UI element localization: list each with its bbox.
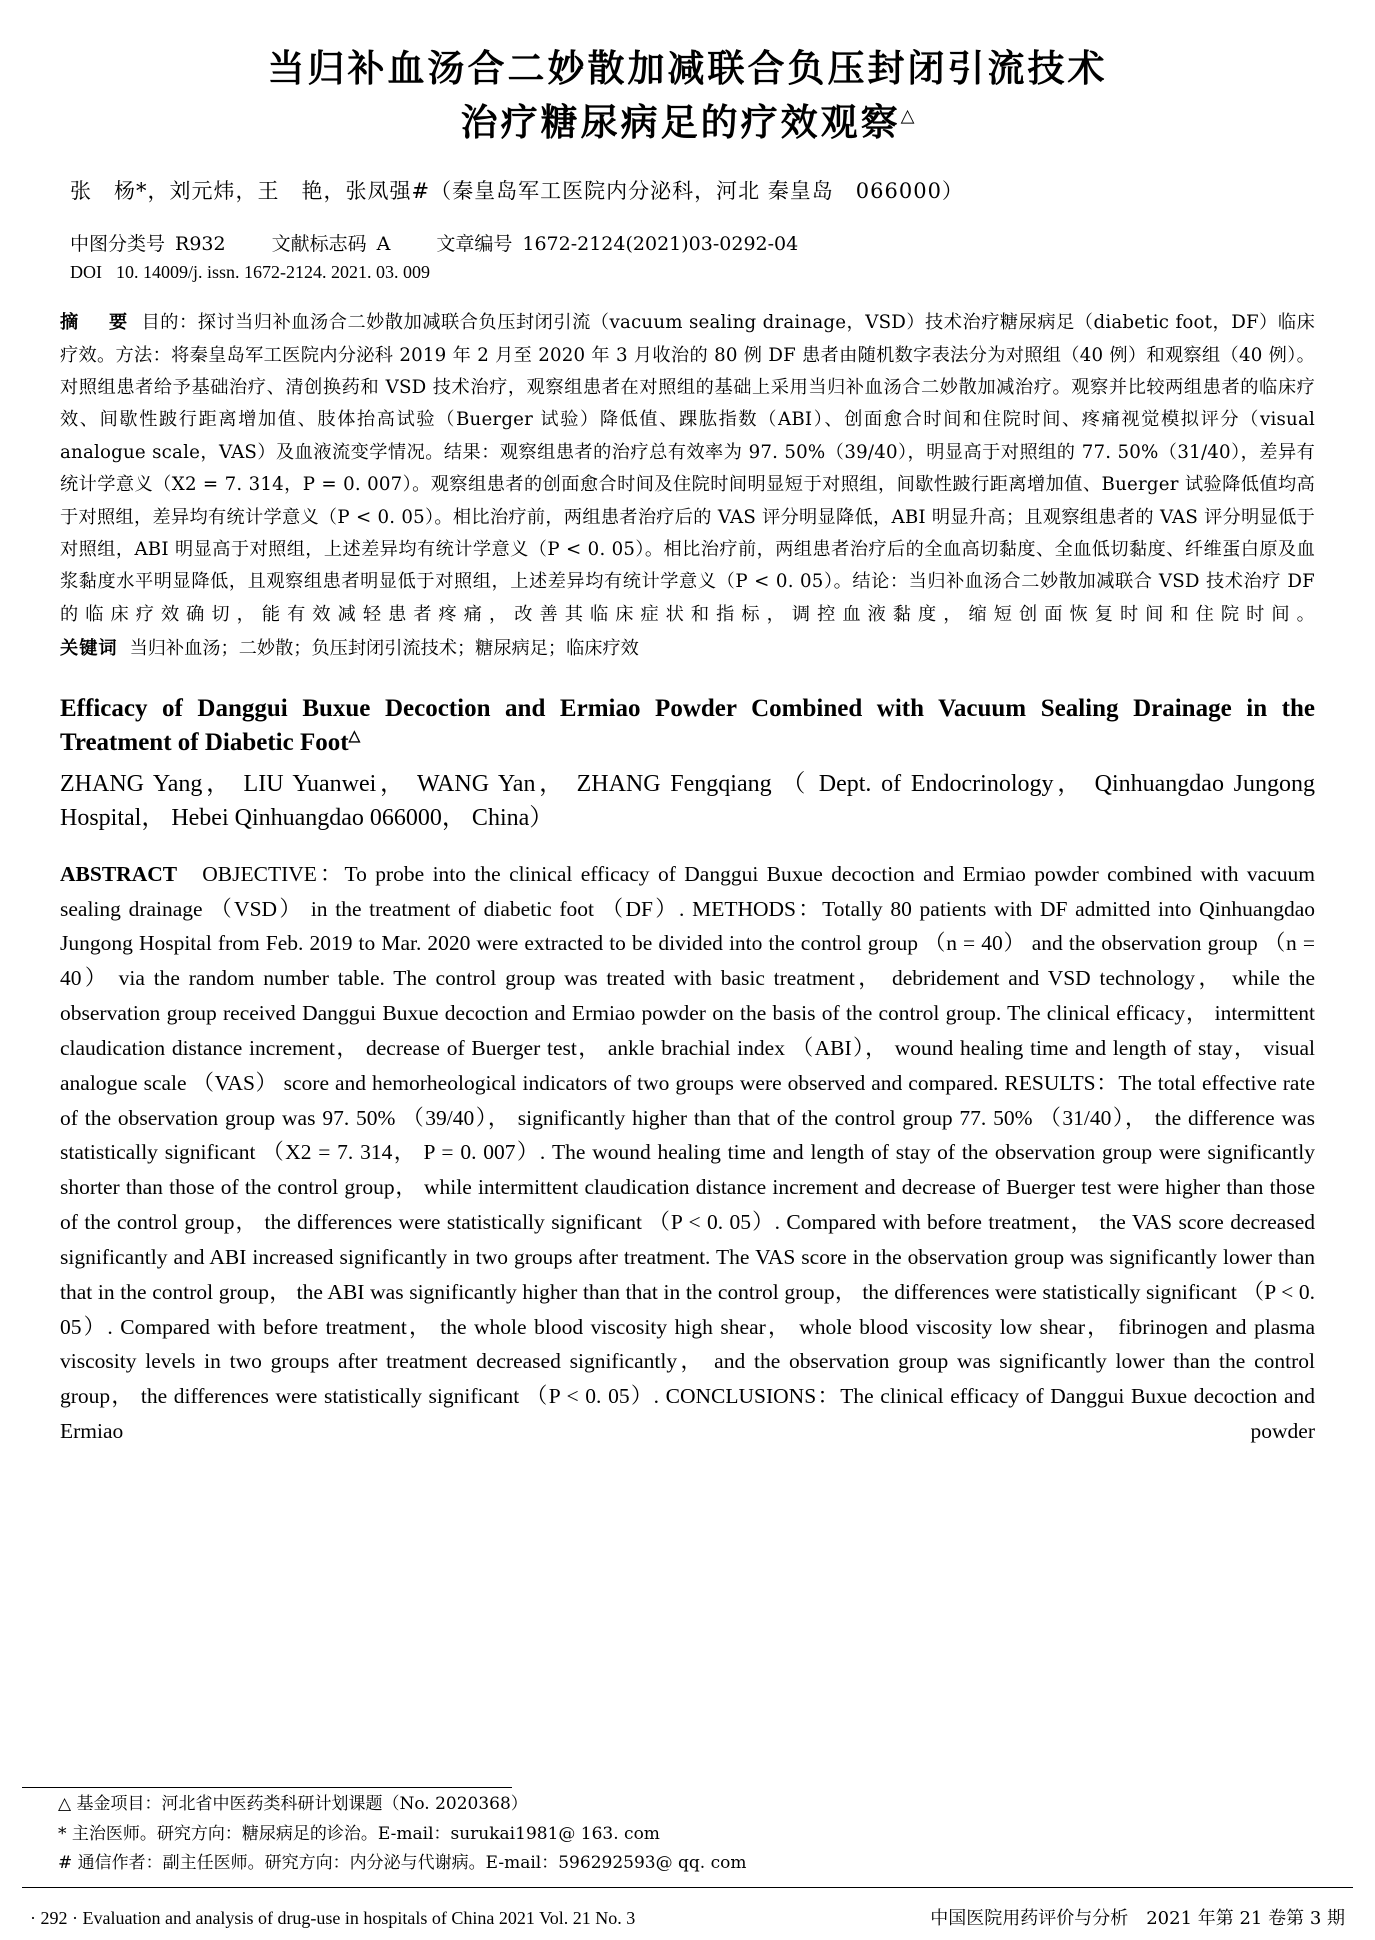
doi-label: DOI — [70, 262, 102, 283]
classification-value: R932 — [175, 233, 226, 256]
document-code-value: A — [376, 233, 391, 256]
footer-journal-chinese: 中国医院用药评价与分析 2021 年第 21 卷第 3 期 — [930, 1908, 1345, 1929]
english-abstract-label: ABSTRACT — [60, 861, 178, 886]
cn-author-line: 张 杨*，刘元炜，王 艳，张凤强#（秦皇岛军工医院内分泌科，河北 秦皇岛 066000） — [70, 179, 964, 204]
chinese-abstract-text: 目的：探讨当归补血汤合二妙散加减联合负压封闭引流（vacuum sealing drainage，VSD）技术治疗糖尿病足（diabetic foot，DF）临床疗效。方法：将秦皇岛军工医院内分泌科 2019 年 2 月至 2020 年 3 月收治的 80 例 DF 患者由随机数字表法分为对照组（40 例）和观察组（40 例）。对照组患者给予基础治疗、清创换药和 VSD 技术治疗，观察组患者在对照组的基础上采用当归补血汤合二妙散加减治疗。观察并比较两组患者的临床疗效、间歇性跛行距离增加值、肢体抬高试验（Buerger 试验）降低值、踝肱指数（ABI）、创面愈合时间和住院时间、疼痛视觉模拟评分（visual analogue scale，VAS）及血液流变学情况。结果：观察组患者的治疗总有效率为 97. 50%（39/40），明显高于对照组的 77. 50%（31/40），差异有统计学意义（X2 = 7. 314，P = 0. 007）。观察组患者的创面愈合时间及住院时间明显短于对照组，间歇性跛行距离增加值、Buerger 试验降低值均高于对照组，差异均有统计学意义（P < 0. 05）。相比治疗前，两组患者治疗后的 VAS 评分明显降低，ABI 明显升高；且观察组患者的 VAS 评分明显低于对照组，ABI 明显高于对照组，上述差异均有统计学意义（P < 0. 05）。相比治疗前，两组患者治疗后的全血高切黏度、全血低切黏度、纤维蛋白原及血浆黏度水平明显降低，且观察组患者明显低于对照组，上述差异均有统计学意义（P < 0. 05）。结论：当归补血汤合二妙散加减联合 VSD 技术治疗 DF 的临床疗效确切，能有效减轻患者疼痛，改善其临床症状和指标，调控血液黏度，缩短创面恢复时间和住院时间。 — [60, 312, 1315, 625]
chinese-abstract-label: 摘 要 — [60, 312, 134, 334]
cn-title-line-1: 当归补血汤合二妙散加减联合负压封闭引流技术 — [267, 46, 1108, 90]
page-title — [60, 42, 1315, 149]
metadata-row — [70, 229, 1315, 256]
document-code-label: 文献标志码 — [271, 233, 367, 256]
english-title-footnote-marker: △ — [348, 728, 361, 745]
english-title — [60, 692, 1315, 761]
page-footer — [30, 1904, 1345, 1930]
publication-metadata — [60, 229, 1315, 283]
english-abstract — [60, 857, 1315, 1449]
cn-title-footnote-marker: △ — [900, 105, 915, 127]
chinese-keywords-label: 关键词 — [60, 638, 118, 660]
footnote-first-author: * 主治医师。研究方向：糖尿病足的诊治。E-mail：surukai1981@ 163. com — [58, 1823, 660, 1844]
chinese-abstract — [60, 307, 1315, 631]
article-number-label: 文章编号 — [436, 233, 513, 256]
cn-title-line-2: 治疗糖尿病足的疗效观察 — [460, 99, 901, 144]
footnotes — [58, 1790, 746, 1878]
chinese-keywords-text: 当归补血汤；二妙散；负压封闭引流技术；糖尿病足；临床疗效 — [129, 638, 639, 660]
footnote-corresponding-author: # 通信作者：副主任医师。研究方向：内分泌与代谢病。E-mail：596292593@ qq. com — [58, 1852, 747, 1873]
doi-row — [70, 262, 1315, 283]
english-title-text: Efficacy of Danggui Buxue Decoction and Ermiao Powder Combined with Vacuum Sealing Drainage in the Treatment of Diabetic Foot — [60, 694, 1315, 757]
chinese-keywords — [60, 633, 1315, 665]
classification-label: 中图分类号 — [70, 233, 166, 256]
english-author-line: ZHANG Yang， LIU Yuanwei， WANG Yan， ZHANG Fengqiang （ Dept. of Endocrinology， Qinhuangdao Jungong Hospital， Hebei Qinhuangdao 066000， China） — [60, 770, 1315, 831]
english-abstract-text: OBJECTIVE：To probe into the clinical efficacy of Danggui Buxue decoction and Ermiao powder combined with vacuum sealing drainage （VSD） in the treatment of diabetic foot （DF）. METHODS：Totally 80 patients with DF admitted into Qinhuangdao Jungong Hospital from Feb. 2019 to Mar. 2020 were extracted to be divided into the control group （n = 40） and the observation group （n = 40） via the random number table. The control group was treated with basic treatment， debridement and VSD technology， while the observation group received Danggui Buxue decoction and Ermiao powder on the basis of the control group. The clinical efficacy， intermittent claudication distance increment， decrease of Buerger test， ankle brachial index （ABI）， wound healing time and length of stay， visual analogue scale （VAS） score and hemorheological indicators of two groups were observed and compared. RESULTS：The total effective rate of the observation group was 97. 50% （39/40）， significantly higher than that of the control group 77. 50% （31/40）， the difference was statistically significant （X2 = 7. 314， P = 0. 007）. The wound healing time and length of stay of the observation group were significantly shorter than those of the control group， while intermittent claudication distance increment and decrease of Buerger test were higher than those of the control group， the differences were statistically significant （P < 0. 05）. Compared with before treatment， the VAS score decreased significantly and ABI increased significantly in two groups after treatment. The VAS score in the observation group was significantly lower than that in the control group， the ABI was significantly higher than that in the control group， the differences were statistically significant （P < 0. 05）. Compared with before treatment， the whole blood viscosity high shear， whole blood viscosity low shear， fibrinogen and plasma viscosity levels in two groups after treatment decreased significantly， and the observation group was significantly lower than the control group， the differences were statistically significant （P < 0. 05）. CONCLUSIONS：The clinical efficacy of Danggui Buxue decoction and Ermiao powder — [60, 861, 1315, 1443]
footer-divider — [22, 1887, 1353, 1888]
doi-value: 10. 14009/j. issn. 1672-2124. 2021. 03. 009 — [116, 262, 431, 283]
footnote-funding: △ 基金项目：河北省中医药类科研计划课题（No. 2020368） — [58, 1794, 528, 1815]
footer-journal-english: · 292 · Evaluation and analysis of drug-use in hospitals of China 2021 Vol. 21 No. 3 — [30, 1908, 636, 1928]
article-number-value: 1672-2124(2021)03-0292-04 — [522, 233, 799, 256]
footnote-divider — [22, 1787, 512, 1788]
